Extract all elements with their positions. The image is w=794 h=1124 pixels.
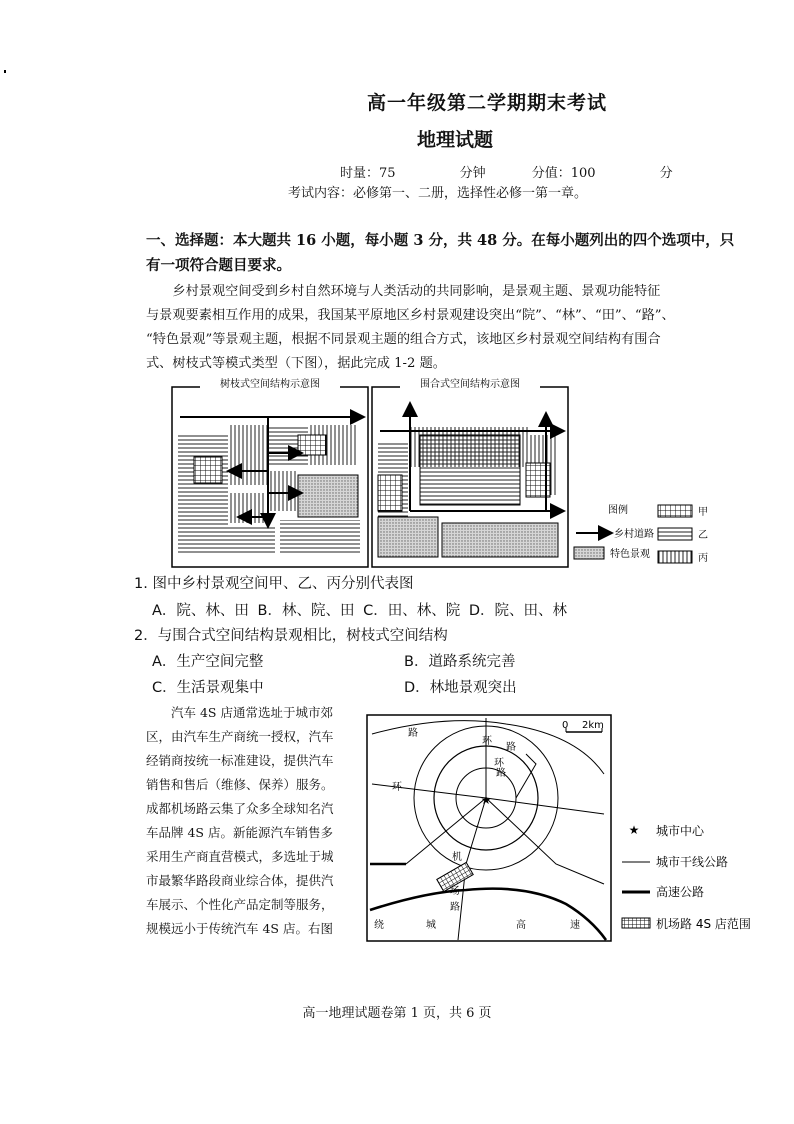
scale-km: 2km	[582, 720, 604, 731]
exam-title: 高一年级第二学期期末考试	[366, 92, 607, 114]
map-label-6: 路	[496, 768, 506, 779]
map-label-8: 场	[450, 886, 460, 897]
city-center-star: ★	[480, 793, 492, 807]
left-panel-caption: 树枝式空间结构示意图	[220, 379, 320, 390]
right-panel-caption: 围合式空间结构示意图	[420, 379, 520, 390]
left-field-f	[230, 493, 266, 523]
exam-score: 分值：100 分	[531, 166, 673, 181]
section-heading-line2: 有一项符合题目要求。	[146, 257, 291, 274]
legend-4s-swatch	[622, 918, 650, 928]
passage-line4: 销售和售后（维修、保养）服务。	[146, 777, 334, 792]
passage-line5: 成都机场路云集了众多全球知名汽	[146, 801, 334, 816]
subject-title: 地理试题	[416, 129, 493, 151]
intro-line4: 式、树枝式等模式类型（下图），据此完成 1-2 题。	[146, 356, 446, 371]
map-label-1: 路	[408, 728, 418, 739]
passage-line10: 规模远小于传统汽车 4S 店。右图	[146, 921, 333, 936]
question-2-stem: 2．与围合式空间结构景观相比，树枝式空间结构	[134, 628, 448, 644]
left-feature	[298, 475, 358, 517]
legend-feature-swatch	[574, 547, 604, 559]
chengdu-map	[366, 714, 612, 942]
question-2-option-a: A．生产空间完整	[152, 654, 264, 670]
left-jia-block-2	[298, 435, 326, 455]
legend-jia-label: 甲	[698, 507, 708, 518]
legend-trunk-label: 城市干线公路	[656, 855, 729, 869]
left-field-g	[215, 525, 275, 553]
left-field-h	[280, 520, 360, 553]
right-feature-a	[378, 517, 438, 557]
passage-line3: 经销商按统一标准建设，提供汽车	[146, 753, 334, 768]
passage-line2: 区，由汽车生产商统一授权，汽车	[146, 729, 334, 744]
map-label-3: 路	[506, 742, 516, 753]
legend-jia-swatch	[658, 505, 692, 517]
scale-zero: 0	[562, 720, 569, 731]
legend-yi-label: 乙	[698, 530, 708, 541]
legend-title: 图例	[608, 505, 628, 516]
right-yi-block	[420, 435, 520, 505]
legend-4s-label: 机场路 4S 店范围	[656, 917, 751, 931]
intro-line3: “特色景观”等景观主题，根据不同景观主题的组合方式，该地区乡村景观空间结构有围合	[146, 332, 661, 347]
map-label-13: 速	[570, 920, 580, 931]
left-field-e	[268, 471, 298, 511]
question-2-option-b: B．道路系统完善	[404, 654, 516, 670]
legend-feature-label: 特色景观	[610, 549, 650, 560]
map-label-10: 绕	[374, 920, 384, 931]
question-2-option-c: C．生活景观集中	[152, 680, 264, 696]
legend-highway-label: 高速公路	[656, 885, 705, 899]
left-field-b	[228, 425, 268, 485]
map-legend	[620, 820, 790, 940]
passage-line6: 车品牌 4S 店。新能源汽车销售多	[146, 825, 333, 840]
legend-yi-swatch	[658, 528, 692, 540]
exam-content: 考试内容：必修第一、二册，选择性必修一第一章。	[288, 186, 588, 201]
map-label-9: 路	[450, 902, 460, 913]
map-label-11: 城	[426, 920, 436, 931]
map-label-5: 环	[392, 782, 402, 793]
right-feature-b	[442, 523, 558, 557]
intro-line2: 与景观要素相互作用的成果，我国某平原地区乡村景观建设突出“院”、“林”、“田”、“路”、	[146, 308, 675, 323]
legend-road-label: 乡村道路	[614, 529, 654, 540]
map-label-2: 环	[482, 736, 492, 747]
question-2-option-d: D．林地景观突出	[404, 680, 517, 696]
section-heading-line1: 一、选择题：本大题共 16 小题，每小题 3 分，共 48 分。在每小题列出的四个选项中，只	[146, 232, 735, 249]
scan-speck	[4, 70, 6, 73]
question-1-options: A．院、林、田 B．林、院、田 C．田、林、院 D．院、田、林	[152, 603, 567, 619]
landscape-structure-figure	[170, 375, 740, 570]
exam-meta	[340, 162, 719, 181]
passage-line8: 市最繁华路段商业综合体，提供汽	[146, 873, 334, 888]
right-jia-block	[378, 475, 402, 511]
passage-line1: 汽车 4S 店通常选址于城市郊	[171, 705, 333, 720]
passage-line9: 车展示、个性化产品定制等服务，	[146, 897, 334, 912]
passage-line7: 采用生产商直营模式，多选址于城	[146, 849, 334, 864]
legend-bing-swatch	[658, 551, 692, 563]
map-label-7: 机	[452, 852, 462, 863]
exam-time: 时量：75 分钟	[340, 166, 486, 181]
map-label-12: 高	[516, 920, 526, 931]
legend-star-icon: ★	[628, 823, 640, 837]
legend-bing-label: 丙	[698, 553, 708, 564]
page-footer: 高一地理试题卷第 1 页，共 6 页	[302, 1006, 492, 1021]
intro-line1: 乡村景观空间受到乡村自然环境与人类活动的共同影响，是景观主题、景观功能特征	[172, 284, 661, 299]
legend-center-label: 城市中心	[656, 824, 705, 838]
left-jia-block	[194, 457, 222, 483]
question-1-stem: 1. 图中乡村景观空间甲、乙、丙分别代表图	[134, 576, 414, 592]
map-label-4: 环	[494, 758, 504, 769]
